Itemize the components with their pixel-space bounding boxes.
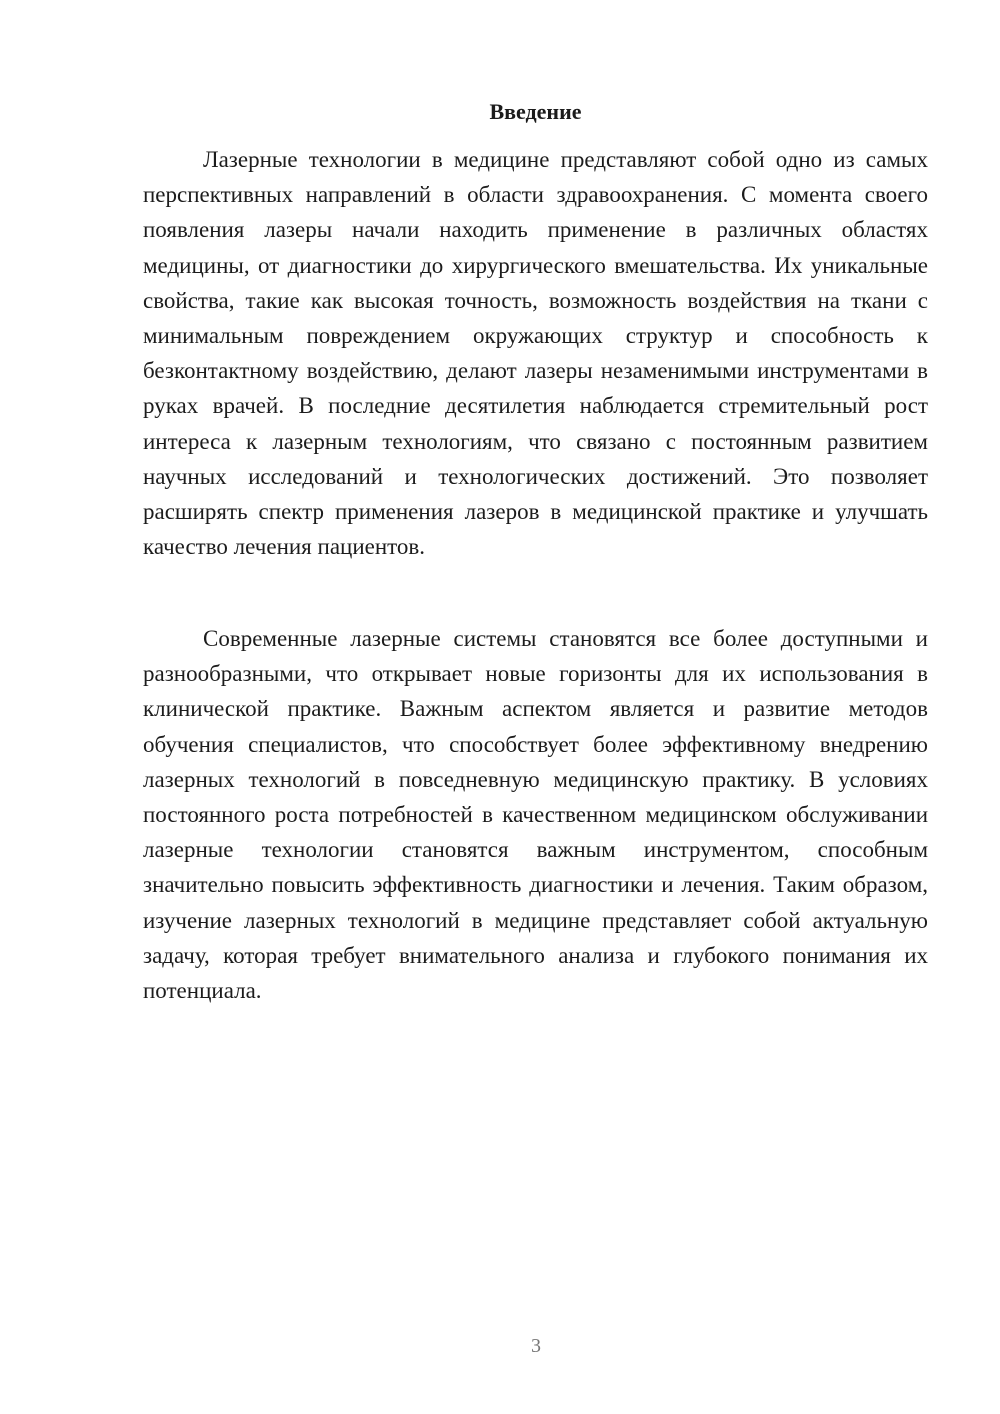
page-number: 3 (531, 1335, 541, 1357)
paragraph-modern-systems: Современные лазерные системы становятся все более доступными и разнообразными, что открывает новые горизонты для их использования в клинической практике. Важным аспектом является и развитие методов обучения специалистов, что способствует более эффективному внедрению лазерных технологий в повседневную медицинскую практику. В условиях постоянного роста потребностей в качественном медицинском обслуживании лазерные технологии становятся важным инструментом, способным значительно повысить эффективность диагностики и лечения. Таким образом, изучение лазерных технологий в медицине представляет собой актуальную задачу, которая требует внимательного анализа и глубокого понимания их потенциала. (143, 626, 928, 1004)
section-title: Введение (489, 99, 582, 124)
paragraph-intro: Лазерные технологии в медицине представляют собой одно из самых перспективных направлений в области здравоохранения. С момента своего появления лазеры начали находить применение в различных областях медицины, от диагностики до хирургического вмешательства. Их уникальные свойства, такие как высокая точность, возможность воздействия на ткани с минимальным повреждением окружающих структур и способность к безконтактному воздействию, делают лазеры незаменимыми инструментами в руках врачей. В последние десятилетия наблюдается стремительный рост интереса к лазерным технологиям, что связано с постоянным развитием научных исследований и технологических достижений. Это позволяет расширять спектр применения лазеров в медицинской практике и улучшать качество лечения пациентов. (143, 147, 928, 560)
